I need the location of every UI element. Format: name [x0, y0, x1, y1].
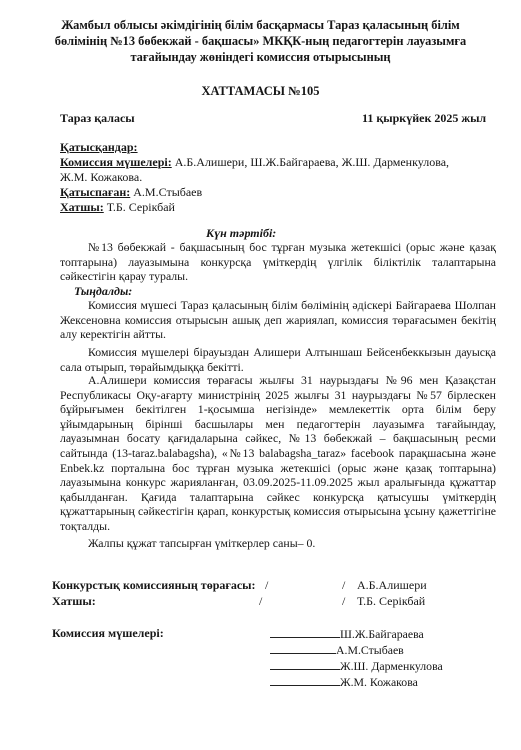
chair-label: Конкурстық комиссияның төрағасы:: [52, 578, 256, 592]
chair-name: А.Б.Алишери: [357, 578, 427, 592]
signature-blank: [270, 674, 340, 686]
participants-heading: Қатысқандар:: [60, 140, 138, 154]
members-label: Комиссия мүшелері:: [60, 155, 172, 169]
secretary-name: Т.Б. Серікбай: [103, 200, 175, 214]
members-names: А.Б.Алишери, Ш.Ж.Байгараева, Ж.Ш. Дарменкулова,: [171, 155, 450, 169]
member-signature-row: [270, 642, 404, 658]
secretary-label: Хатшы:: [60, 200, 104, 214]
member-signature-row: [270, 674, 418, 690]
member-signature-row: [270, 626, 424, 642]
secretary-line: [60, 200, 175, 215]
absent-line: [60, 185, 202, 200]
members-signature-label: Комиссия мүшелері:: [52, 626, 164, 640]
title-line-3: тағайындау жөніндегі комиссия отырысының: [130, 50, 391, 64]
members-line-2: Ж.М. Кожакова.: [60, 170, 143, 184]
title-line-2: бөлімінің №13 бөбекжай - бақшасы» МКҚК-ның педагогтерін лауазымға: [54, 34, 467, 48]
secretary-slash-1: /: [259, 594, 263, 608]
secretary-signature-name: Т.Б. Серікбай: [357, 594, 426, 608]
member-signature-row: [270, 658, 443, 674]
city: Тараз қаласы: [60, 111, 135, 125]
members-line: [60, 155, 449, 170]
chair-slash-1: /: [265, 578, 269, 592]
signature-blank: [270, 658, 340, 670]
heard-paragraph-3: А.Алишери комиссия төрағасы жылғы 31 наурыздағы №96 мен Қазақстан Республикасы Оқу-ағарту министрінің 2025 жылғы 31 наурыздағы №57 бірлескен бұйрығымен бекітілген 1-қосымша негізінде» мемлекеттік орта білім беру ұйымдарының бірінші басшылары мен педагогтерін лауазымға тағайындау, лауазымнан босату қағидаларына сәйкес, №13 бөбекжай – бақшасының ресми сайтында (13-taraz.balabagsha), «№13 balabagsha_taraz» facebook парақшасына және Enbek.kz порталына бос тұрған музыка жетекшісі (орыс және қазақ топтарына) лауазымына конкурс жарияланған, 03.09.2025-11.09.2025 жыл аралығында құжаттар қабылданған. Қағида талаптарына сәйкес конкурсқа қатысушы үміткердің құжаттарының сәйкестігін қарап, конкурстық комиссия отырысына ұсыну қажеттігіне тоқталды.: [60, 373, 496, 533]
heard-paragraph-1: Комиссия мүшесі Тараз қаласының білім бөлімінің әдіскері Байгараева Шолпан Жексеновна комиссия отырысын ашық деп жариялап, комиссия төрағасымен бекітің алу керектігін айтты.: [60, 298, 496, 342]
absent-name: А.М.Стыбаев: [130, 185, 203, 199]
document-date: 11 қыркүйек 2025 жыл: [362, 111, 487, 125]
heard-paragraph-4: Жалпы құжат тапсырған үміткерлер саны– 0.: [88, 536, 316, 550]
title-line-1: Жамбыл облысы әкімдігінің білім басқармасы Тараз қаласының білім: [61, 18, 460, 32]
member-name: Ш.Ж.Байгараева: [340, 627, 424, 641]
member-name: А.М.Стыбаев: [336, 643, 404, 657]
member-name: Ж.Ш. Дарменкулова: [340, 659, 443, 673]
signature-blank: [270, 642, 336, 654]
heard-paragraph-2: Комиссия мүшелері бірауыздан Алишери Алтыншаш Бейсенбеккызын дауысқа сала отырып, төрайымдыққа бекітті.: [60, 345, 496, 374]
absent-label: Қатыспаған:: [60, 185, 131, 199]
agenda-heading: Күн тәртібі:: [206, 226, 277, 240]
agenda-text: №13 бөбекжай - бақшасының бос тұрған музыка жетекшісі (орыс және қазақ топтарына) лауазымына конкурсқа үміткердің үлгілік біліктілік талаптарына сәйкестігін қарау туралы.: [60, 240, 496, 284]
signature-blank: [270, 626, 340, 638]
document-title: [40, 17, 481, 65]
secretary-signature-label: Хатшы:: [52, 594, 96, 608]
chair-slash-2: /: [342, 578, 346, 592]
secretary-slash-2: /: [342, 594, 346, 608]
document-number: ХАТТАМАСЫ №105: [201, 84, 320, 98]
member-name: Ж.М. Кожакова: [340, 675, 418, 689]
heard-heading: Тыңдалды:: [74, 284, 133, 298]
